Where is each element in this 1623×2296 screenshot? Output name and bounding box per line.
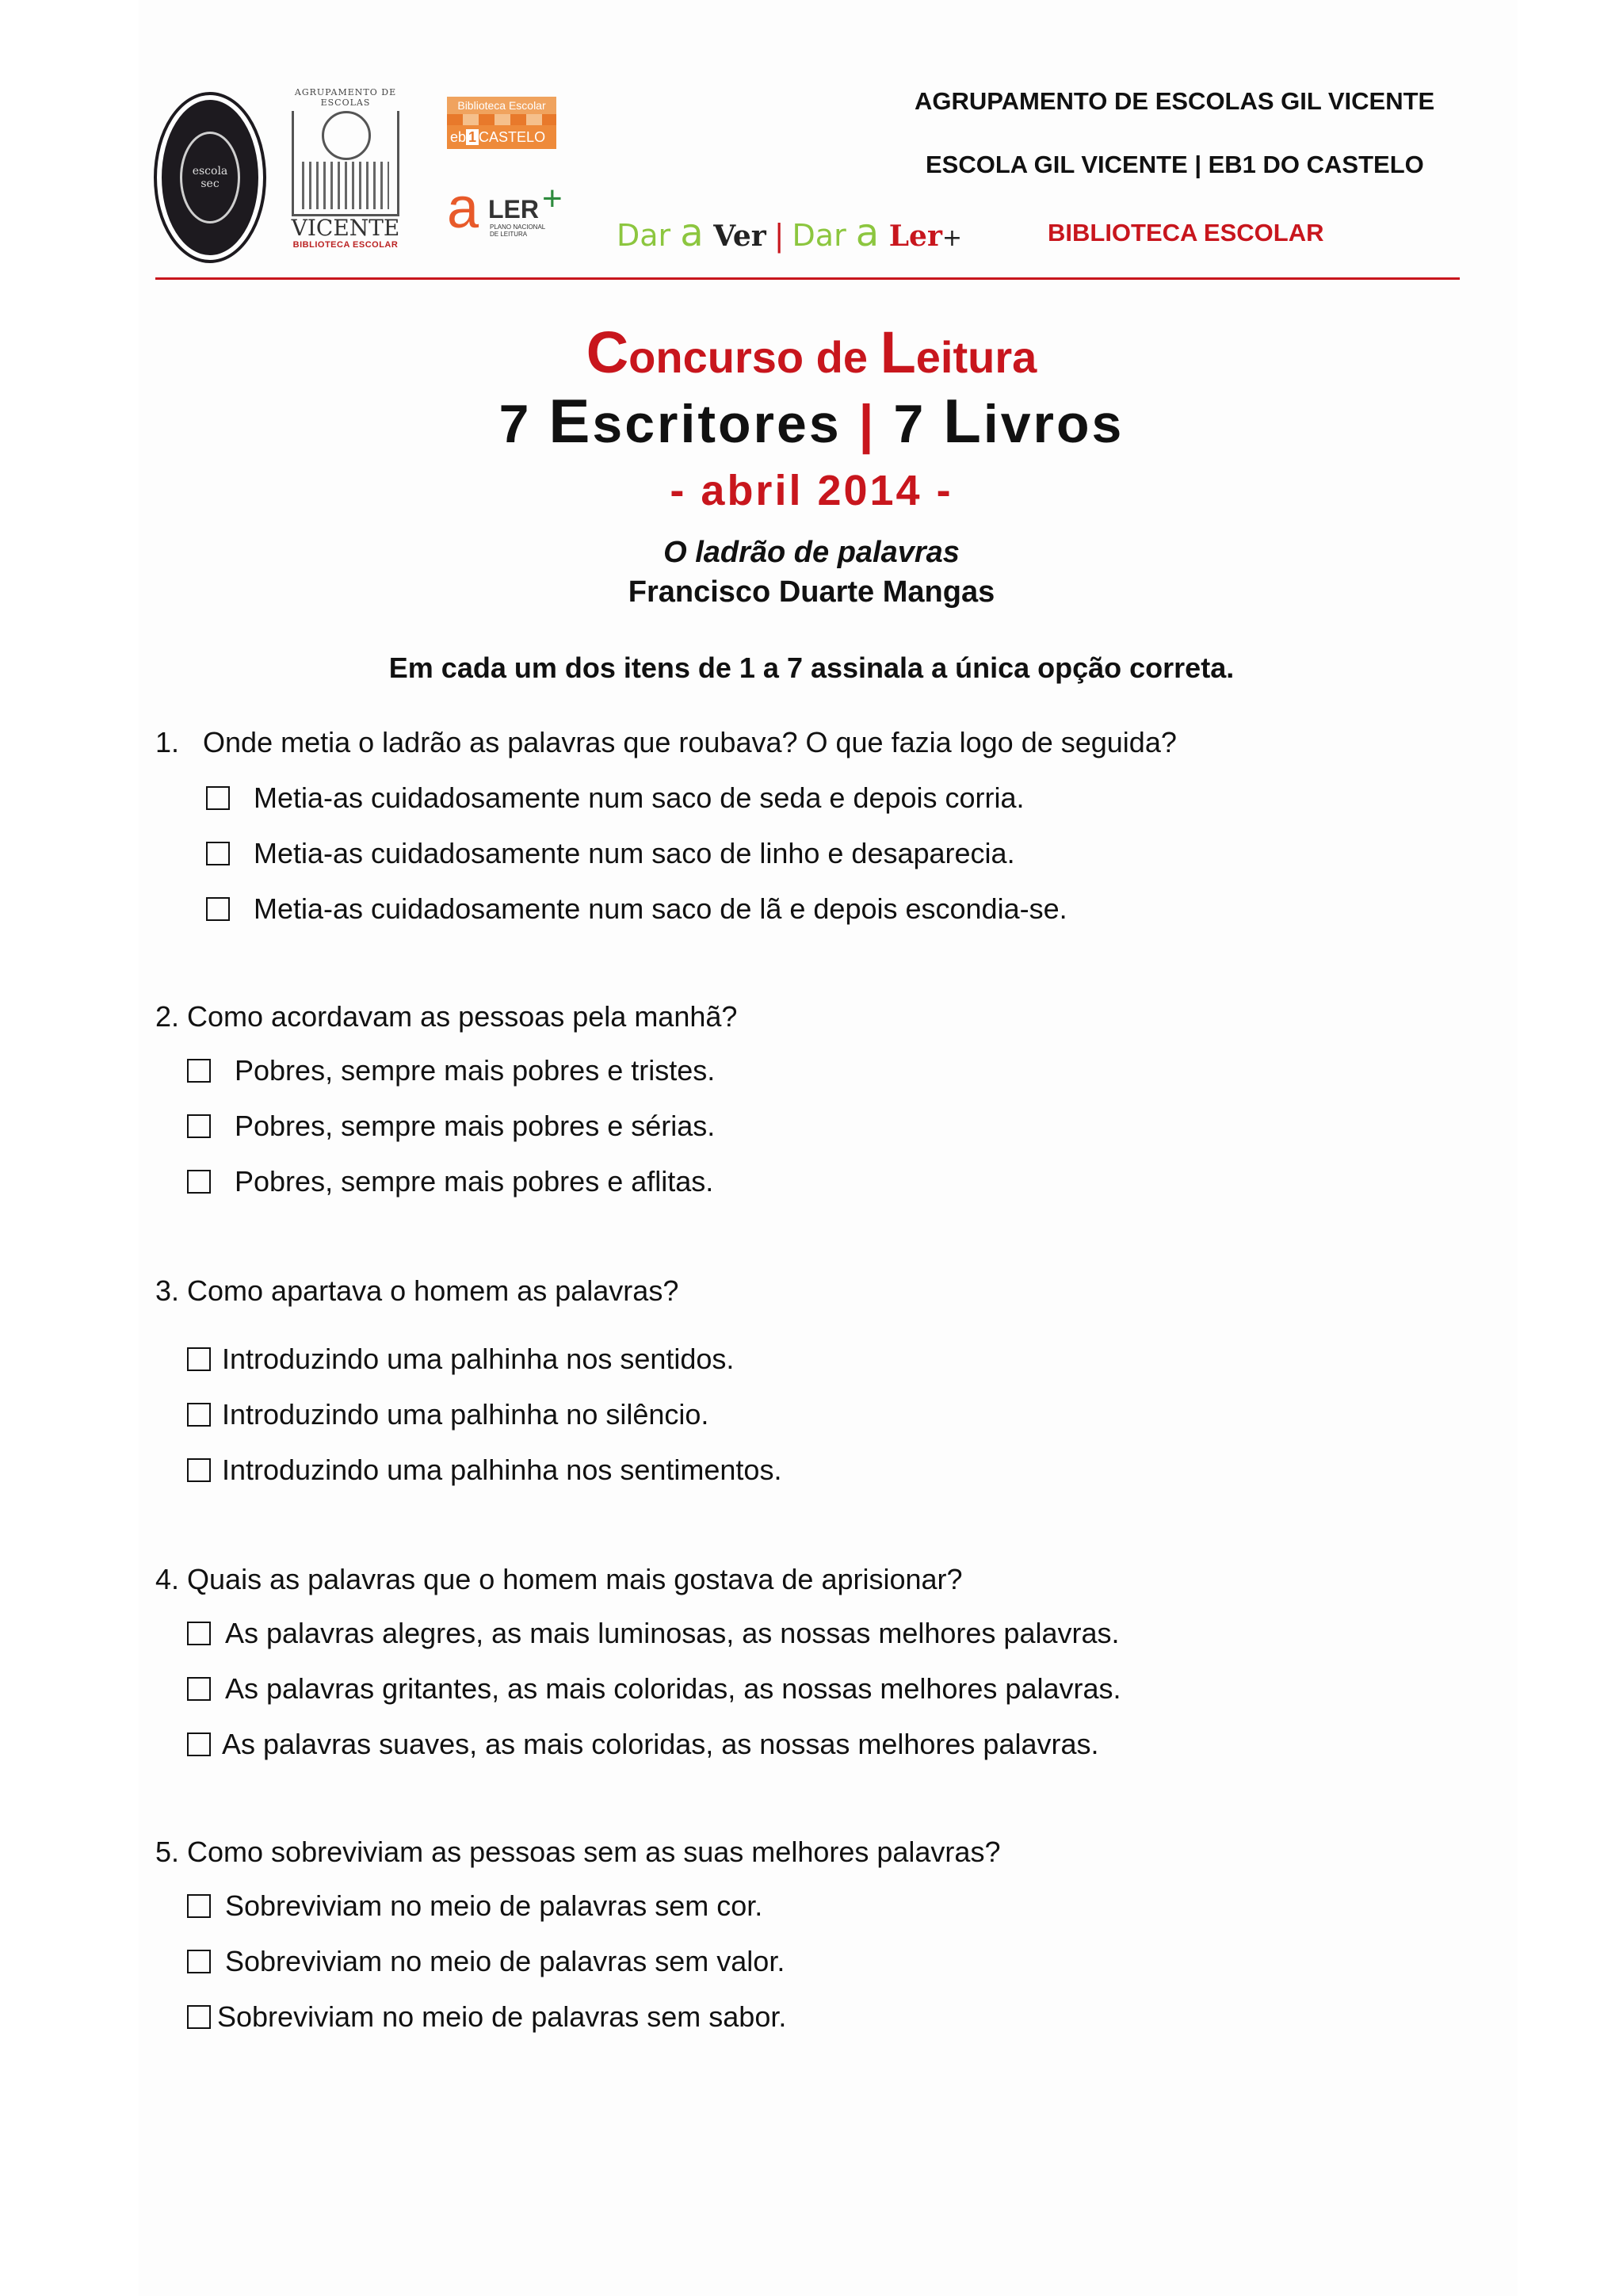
contest-subtitle: 7 Escritores | 7 Livros (498, 386, 1125, 456)
checkbox[interactable] (187, 1458, 211, 1482)
question-1-option-3[interactable]: Metia-as cuidadosamente num saco de lã e depois escondia-se. (206, 892, 1067, 926)
school-seal-logo (157, 95, 263, 260)
question-3-option-1[interactable]: Introduzindo uma palhinha nos sentidos. (187, 1343, 734, 1376)
checkbox[interactable] (187, 1894, 211, 1918)
question-2: 2. Como acordavam as pessoas pela manhã? (155, 1000, 738, 1033)
question-4-option-1[interactable]: As palavras alegres, as mais luminosas, as nossas melhores palavras. (187, 1617, 1120, 1650)
checkbox[interactable] (206, 897, 230, 921)
checkbox[interactable] (187, 1677, 211, 1701)
checkbox[interactable] (187, 1114, 211, 1138)
school-group-name: AGRUPAMENTO DE ESCOLAS GIL VICENTE (915, 87, 1435, 115)
aler-plus: + (542, 179, 563, 218)
checkbox[interactable] (206, 842, 230, 865)
question-2-option-3[interactable]: Pobres, sempre mais pobres e aflitas. (187, 1165, 713, 1198)
slogan-dar-a-ver-dar-a-ler: Dar a Ver | Dar a Ler+ (617, 211, 963, 255)
question-4-option-3[interactable]: As palavras suaves, as mais coloridas, as nossas melhores palavras. (187, 1728, 1099, 1761)
question-5: 5. Como sobreviviam as pessoas sem as suas melhores palavras? (155, 1836, 1001, 1868)
gv-logo-emblem (292, 111, 399, 216)
gv-logo-top-text: AGRUPAMENTO DE ESCOLAS (294, 87, 397, 108)
checkbox[interactable] (206, 786, 230, 810)
question-5-option-1[interactable]: Sobreviviam no meio de palavras sem cor. (187, 1889, 762, 1923)
biblioteca-escolar-castelo-logo (447, 97, 556, 160)
question-1-option-1[interactable]: Metia-as cuidadosamente num saco de seda e depois corria. (206, 781, 1025, 815)
aler-ler: LER (488, 195, 539, 223)
question-5-option-3[interactable]: Sobreviviam no meio de palavras sem sabor. (187, 2000, 786, 2034)
question-3-option-3[interactable]: Introduzindo uma palhinha nos sentimentos. (187, 1454, 781, 1487)
question-1: 1. Onde metia o ladrão as palavras que roubava? O que fazia logo de seguida? (155, 726, 1177, 758)
be-logo-pattern (447, 114, 556, 125)
library-name: BIBLIOTECA ESCOLAR (1048, 219, 1324, 246)
question-1-option-2[interactable]: Metia-as cuidadosamente num saco de linho e desaparecia. (206, 837, 1015, 870)
question-2-option-1[interactable]: Pobres, sempre mais pobres e tristes. (187, 1054, 715, 1087)
question-5-option-2[interactable]: Sobreviviam no meio de palavras sem valor. (187, 1945, 785, 1978)
book-author: Francisco Duarte Mangas (628, 575, 995, 609)
contest-date: - abril 2014 - (670, 467, 953, 514)
question-3-option-2[interactable]: Introduzindo uma palhinha no silêncio. (187, 1398, 708, 1431)
seal-center: escola sec (180, 132, 240, 223)
checkbox[interactable] (187, 2005, 211, 2029)
question-4: 4. Quais as palavras que o homem mais gostava de aprisionar? (155, 1563, 963, 1595)
checkbox[interactable] (187, 1059, 211, 1083)
checkbox[interactable] (187, 1950, 211, 1973)
be-logo-label: eb 1 CASTELO (447, 125, 556, 149)
header-divider (155, 277, 1460, 280)
instructions: Em cada um dos itens de 1 a 7 assinala a única opção correta. (388, 651, 1235, 684)
checkbox[interactable] (187, 1170, 211, 1194)
question-3: 3. Como apartava o homem as palavras? (155, 1274, 679, 1307)
aler-a: a (447, 177, 479, 240)
checkbox[interactable] (187, 1622, 211, 1645)
aler-pnl: PLANO NACIONAL DE LEITURA (490, 223, 545, 238)
gv-logo-subtitle: BIBLIOTECA ESCOLAR (292, 240, 399, 250)
checkbox[interactable] (187, 1347, 211, 1371)
gv-logo-name: VICENTE (291, 215, 400, 241)
be-logo-band: Biblioteca Escolar (447, 97, 556, 114)
checkbox[interactable] (187, 1733, 211, 1756)
school-names: ESCOLA GIL VICENTE | EB1 DO CASTELO (926, 151, 1424, 178)
book-title: O ladrão de palavras (663, 536, 960, 569)
question-4-option-2[interactable]: As palavras gritantes, as mais coloridas, as nossas melhores palavras. (187, 1672, 1121, 1706)
question-2-option-2[interactable]: Pobres, sempre mais pobres e sérias. (187, 1110, 715, 1143)
contest-title: Concurso de Leitura (586, 319, 1037, 385)
aler-plano-nacional-leitura-logo (447, 177, 574, 247)
checkbox[interactable] (187, 1403, 211, 1427)
gil-vicente-library-logo (282, 87, 409, 252)
